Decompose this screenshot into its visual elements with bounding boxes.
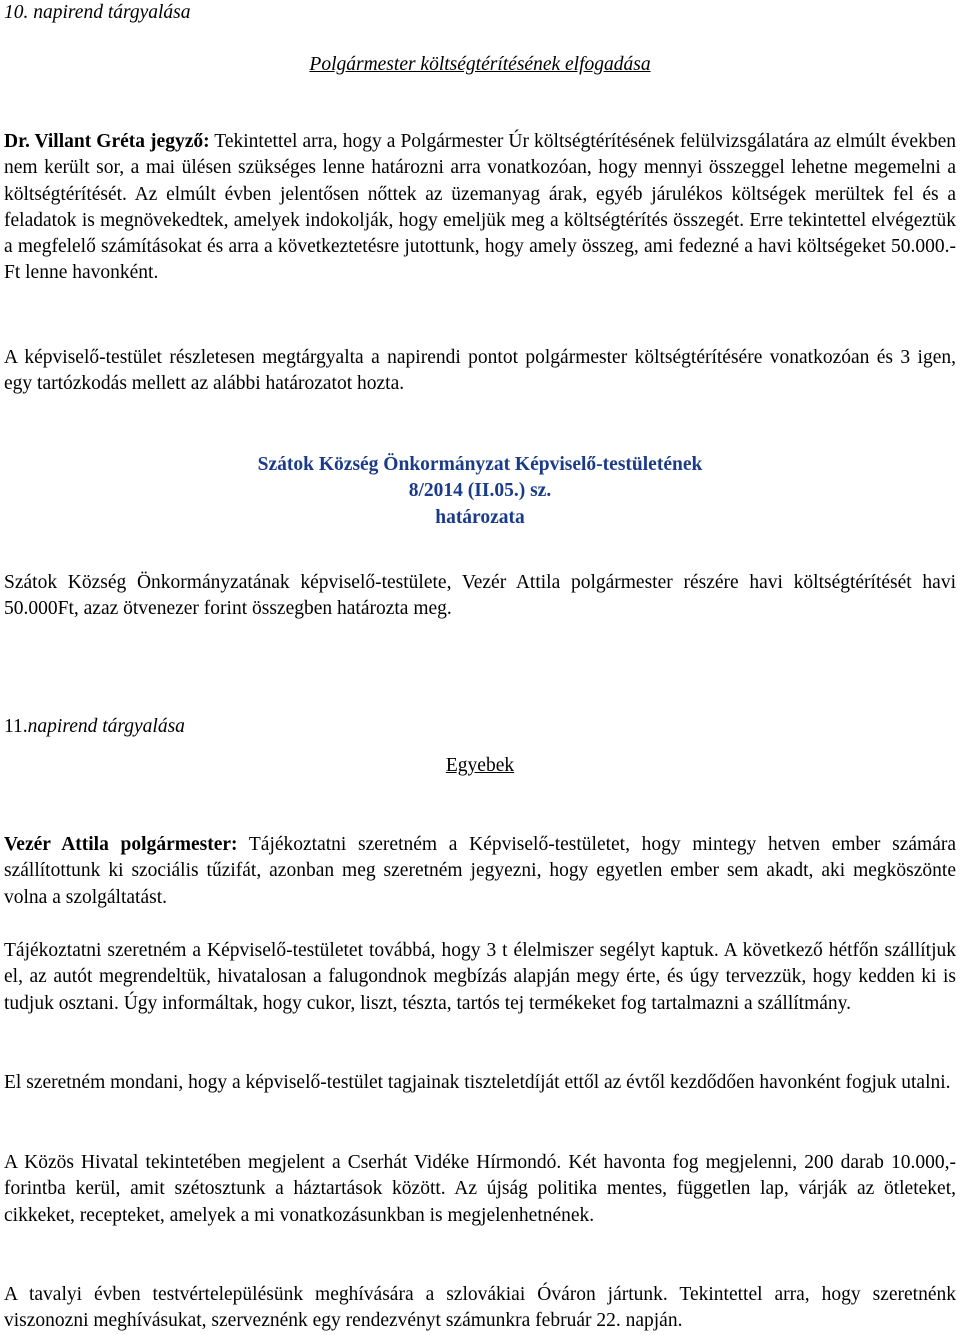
section11-paragraph-5: A tavalyi évben testvértelepülésünk meghívására a szlovákiai Óváron jártunk. Tekintettel arra, hogy szeretnénk viszonozni meghívásukat, szerveznénk egy rendezvényt számunkra február 22. napján. — [4, 1284, 956, 1332]
section10-heading: 10. napirend tárgyalása — [4, 2, 191, 23]
section11-heading-text: napirend tárgyalása — [27, 716, 185, 737]
section10-title-text: Polgármester költségtérítésének elfogadása — [309, 54, 651, 75]
resolution-body: Szátok Község Önkormányzat Képviselő-testületének — [257, 454, 703, 475]
section11-title — [4, 753, 956, 779]
resolution-label: határozata — [435, 506, 525, 528]
speaker-vezer: Vezér Attila polgármester: — [4, 834, 238, 855]
section11-paragraph-1 — [4, 832, 956, 911]
section11-p1-text: Tájékoztatni szeretném a Képviselő-testületet, hogy mintegy hetven ember számára szállítottunk ki szociális tűzifát, azonban meg szeretném jegyezni, hogy egyetlen ember sem akadt, aki megköszönte volna a szolgáltatást. — [4, 834, 956, 908]
speaker-villant: Dr. Villant Gréta jegyző: — [4, 131, 210, 152]
section11-paragraph-2: Tájékoztatni szeretném a Képviselő-testületet továbbá, hogy 3 t élelmiszer segélyt kaptuk. A következő hétfőn szállítjuk el, az autót megrendeltük, hivatalosan a falugondnok megbízás alapján megy érte, és úgy tervezzük, hogy kedden ki is tudjuk osztani. Úgy informáltak, hogy cukor, liszt, tészta, tartós tej termékeket fog tartalmazni a szállítmány. — [4, 940, 956, 1014]
section10-title — [4, 52, 956, 78]
section11-heading — [4, 714, 956, 740]
resolution-block — [4, 452, 956, 531]
section10-p1-text: Tekintettel arra, hogy a Polgármester Úr költségtérítésének felülvizsgálatára az elmúlt években nem került sor, a mai ülésen szükséges lenne határozni arra vonatkozóan, hogy mennyi összeggel lehetne megemelni a költségtérítését. Az elmúlt évben jelentősen nőttek az üzemanyag árak, egyéb járulékos költségek merültek fel és a feladatok is megnövekedtek, amelyek indokolják, hogy emeljük meg a költségtérítés összegét. Erre tekintettel elvégeztük a megfelelő számításokat és arra a következtetésre jutottunk, hogy amely összeg, ami fedezné a havi költségeket 50.000.-Ft lenne havonként. — [4, 131, 956, 284]
section10-paragraph-2: A képviselő-testület részletesen megtárgyalta a napirendi pontot polgármester költségtérítésére vonatkozóan és 3 igen, egy tartózkodás mellett az alábbi határozatot hozta. — [4, 347, 956, 395]
section11-paragraph-3: El szeretném mondani, hogy a képviselő-testület tagjainak tiszteletdíját ettől az évtől kezdődően havonként fogjuk utalni. — [4, 1072, 951, 1093]
section11-heading-number: 11. — [4, 716, 28, 737]
resolution-number: 8/2014 (II.05.) sz. — [408, 480, 552, 502]
section10-paragraph-1 — [4, 129, 956, 287]
section11-paragraph-4: A Közös Hivatal tekintetében megjelent a Cserhát Vidéke Hírmondó. Két havonta fog megjelenni, 200 darab 10.000,- forintba kerül, amit szétosztunk a háztartások között. Az újság politika mentes, független lap, várják az ötleteket, cikkeket, recepteket, amelyek a mi vonatkozásunkban is megjelenhetnének. — [4, 1152, 956, 1226]
section11-title-text: Egyebek — [445, 755, 515, 776]
section10-paragraph-3: Szátok Község Önkormányzatának képviselő-testülete, Vezér Attila polgármester részére havi költségtérítését havi 50.000Ft, azaz ötvenezer forint összegben határozta meg. — [4, 572, 956, 620]
